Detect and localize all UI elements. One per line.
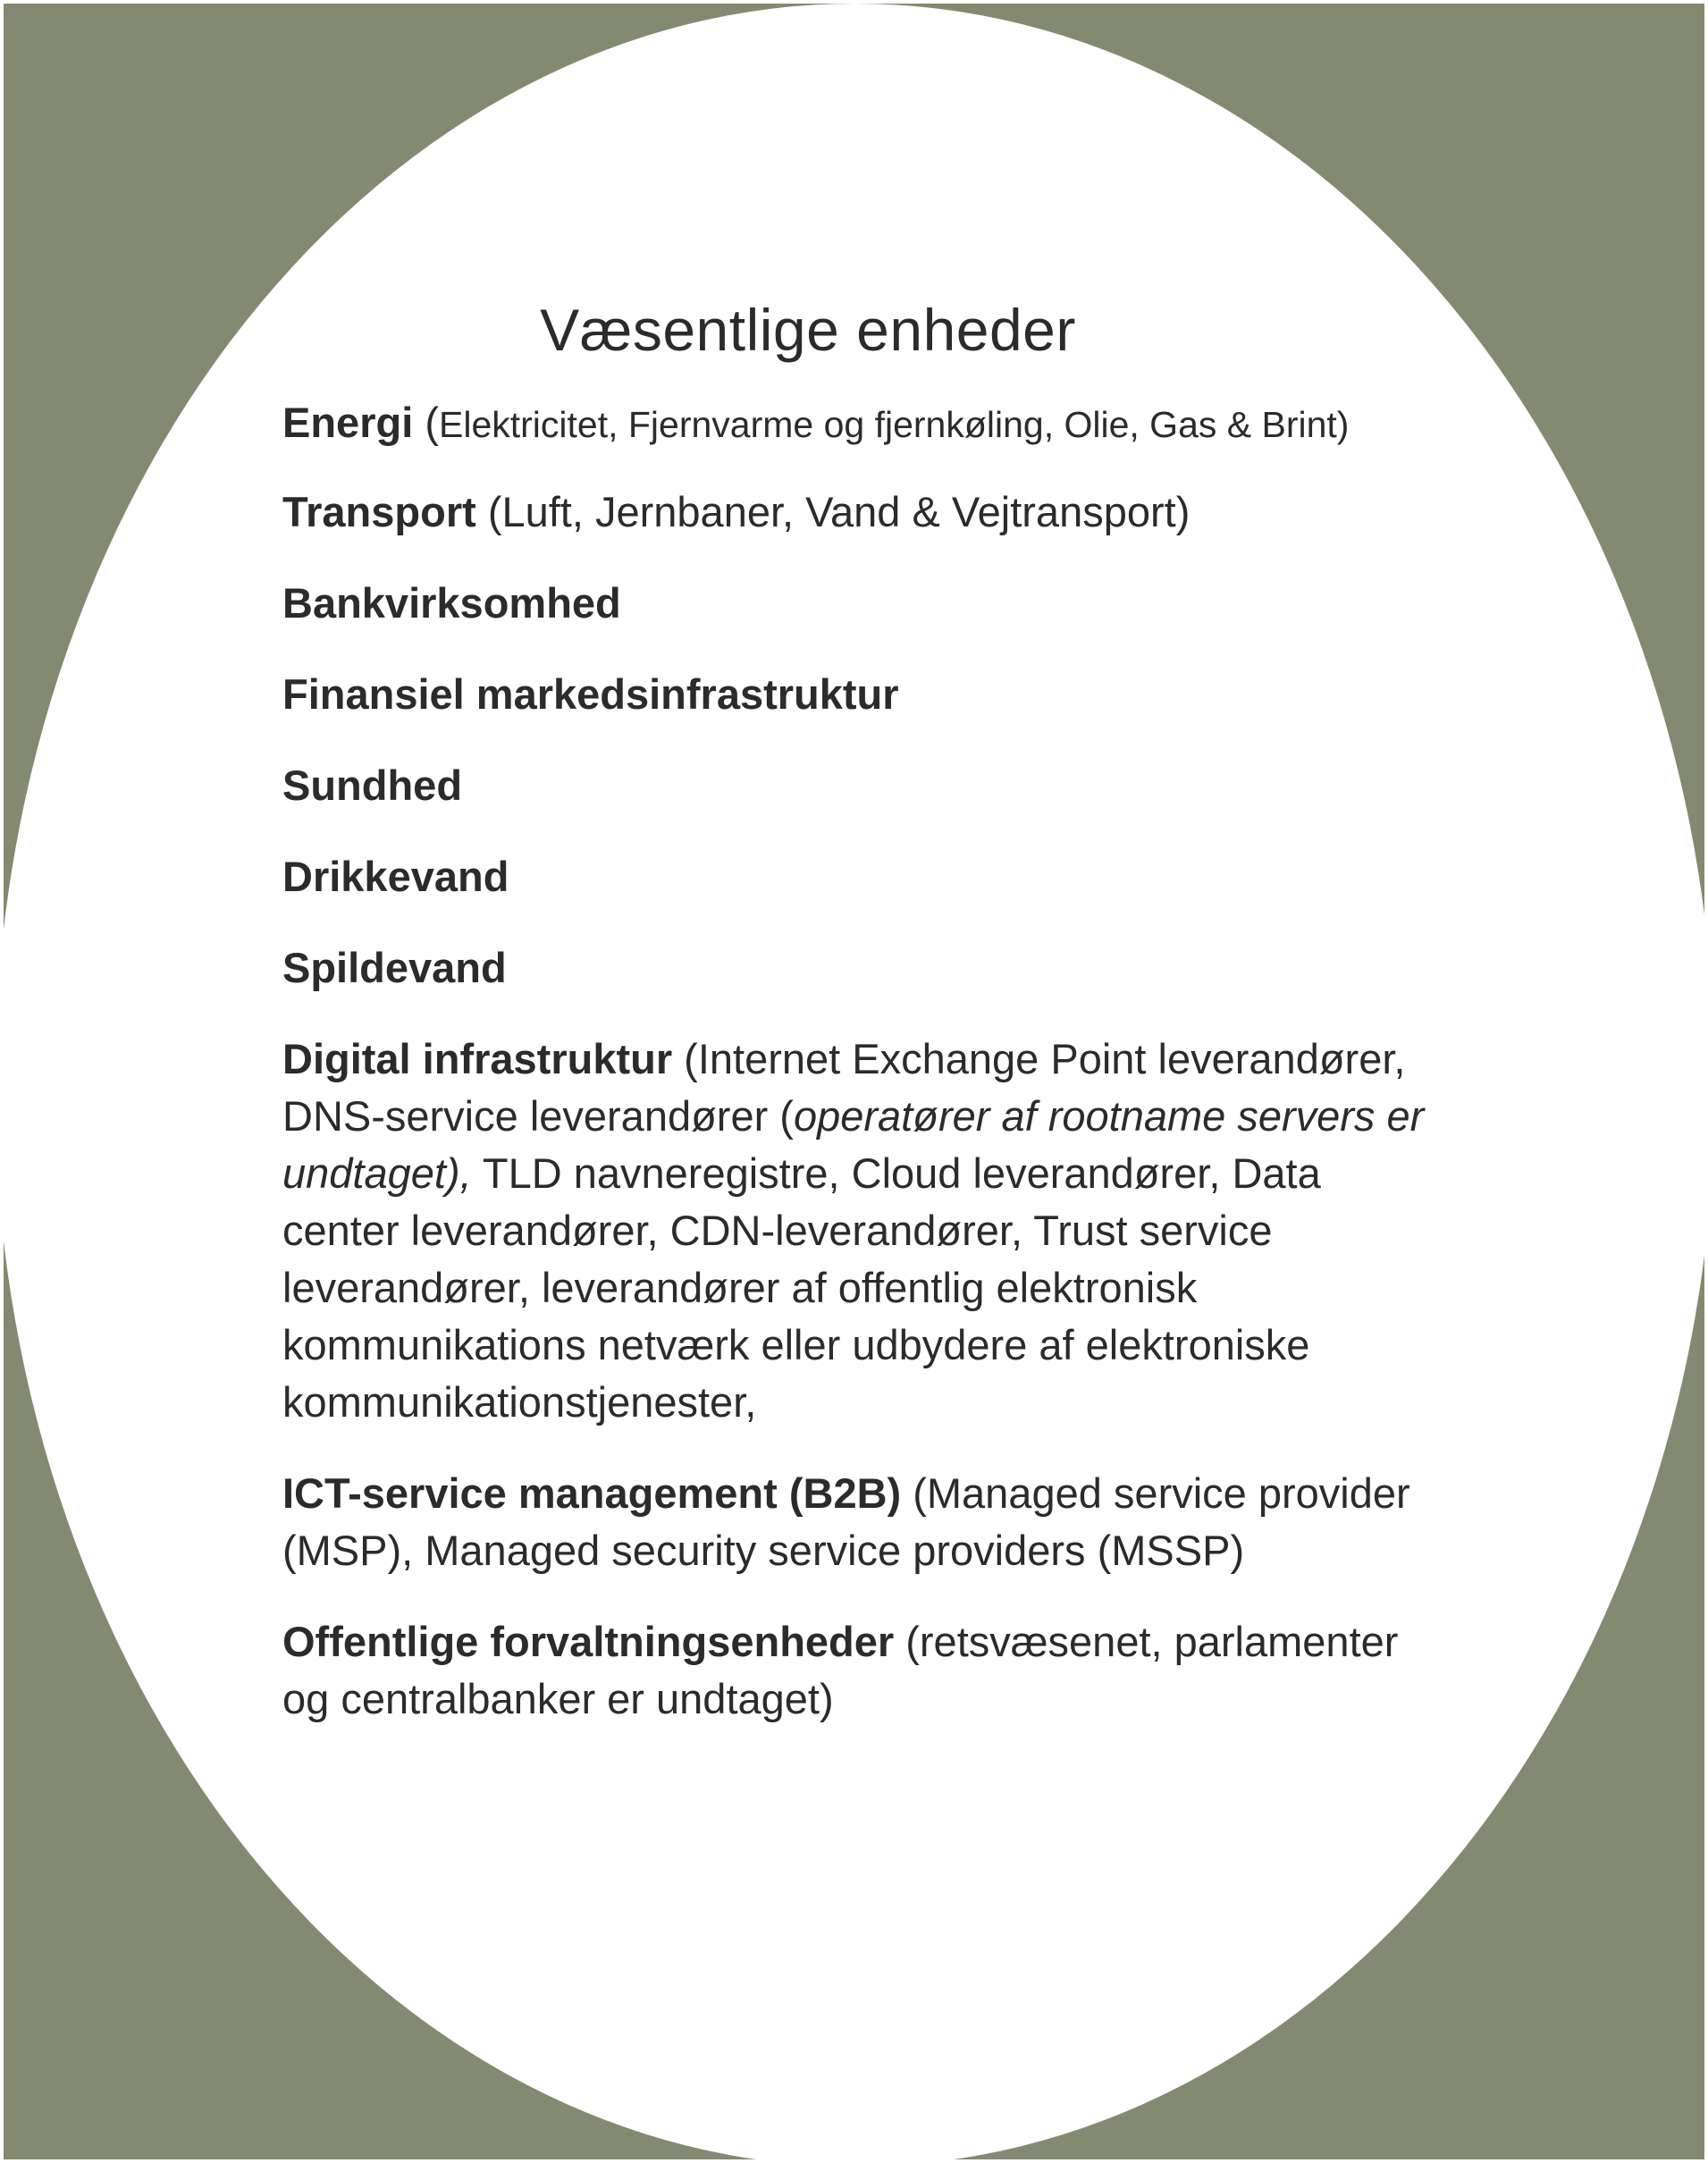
list-item-digital-infrastruktur — [282, 1031, 1444, 1431]
item-detail: (Managed service provider (MSP), Managed security service providers (MSSP) — [282, 1469, 1410, 1575]
item-detail: (Internet Exchange Point leverandører, DNS-service leverandører ( — [282, 1035, 1406, 1140]
item-heading: Sundhed — [282, 762, 463, 810]
item-heading: Transport — [282, 488, 476, 536]
entity-list-panel — [282, 295, 1444, 1762]
list-item-spildevand — [282, 939, 1444, 997]
item-detail-italic: operatører af rootname servers er undtaget), — [282, 1092, 1425, 1198]
item-heading: Spildevand — [282, 944, 507, 992]
list-item-offentlige-forvaltningsenheder — [282, 1613, 1444, 1728]
item-detail: Elektricitet, Fjernvarme og fjernkøling, Olie, Gas & Brint) — [438, 404, 1350, 446]
item-heading: ICT-service management (B2B) — [282, 1469, 902, 1518]
item-detail: (Luft, Jernbaner, Vand & Vejtransport) — [475, 488, 1191, 536]
item-heading: Bankvirksomhed — [282, 579, 621, 627]
list-item-energi — [282, 398, 1444, 450]
item-detail: (retsvæsenet, parlamenter og centralbanker er undtaget) — [282, 1618, 1399, 1723]
item-paren: ( — [413, 399, 439, 447]
list-item-ict-service-management — [282, 1465, 1444, 1579]
list-item-bankvirksomhed — [282, 575, 1444, 632]
list-item-finansiel-markedsinfrastruktur — [282, 666, 1444, 723]
item-detail-continued: TLD navneregistre, Cloud leverandører, Data center leverandører, CDN-leverandører, Trust service leverandører, leverandører af offentlig elektronisk kommunikations netværk eller udbydere af elektroniske kommunikationstjenester, — [282, 1149, 1321, 1427]
list-item-sundhed — [282, 757, 1444, 814]
item-heading: Energi — [282, 399, 414, 447]
list-item-drikkevand — [282, 848, 1444, 905]
page-title: Væsentlige enheder — [540, 297, 1076, 363]
item-heading: Offentlige forvaltningsenheder — [282, 1618, 895, 1666]
list-item-transport — [282, 484, 1444, 541]
item-heading: Finansiel markedsinfrastruktur — [282, 670, 899, 719]
item-heading: Digital infrastruktur — [282, 1035, 673, 1083]
item-heading: Drikkevand — [282, 853, 509, 901]
